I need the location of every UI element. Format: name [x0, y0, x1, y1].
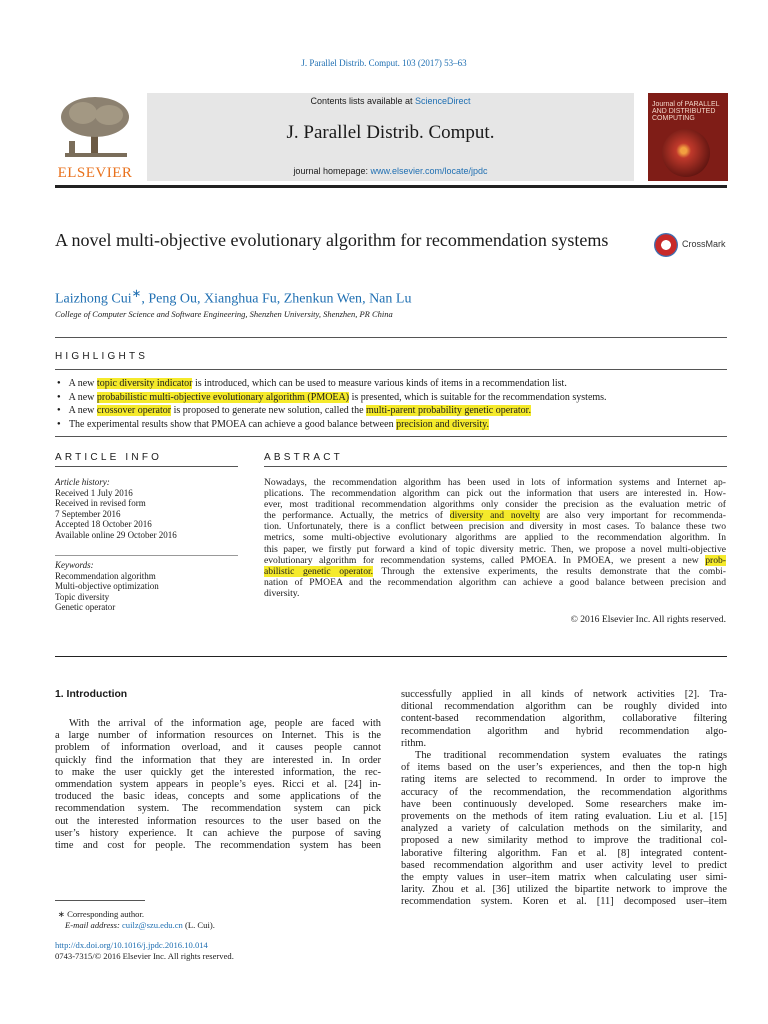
crossmark-icon [654, 233, 678, 257]
history-entry: Received 1 July 2016 [55, 487, 133, 498]
body-text-line: content-based recommendation algorithm, collaborative filtering [401, 713, 727, 725]
highlight-item [55, 377, 727, 391]
body-text-line: based recommendation algorithm and user activity level to predict [401, 859, 727, 871]
highlighted-phrase: precision and diversity. [396, 418, 490, 430]
keyword: Multi-objective optimization [55, 581, 159, 592]
cover-art-icon [662, 129, 710, 177]
body-text-line: accuracy of the recommendation, the recommendation algorithms [401, 786, 727, 798]
footnote-mark: ∗ [57, 909, 65, 919]
article-history [55, 477, 240, 541]
article-info-heading: ARTICLE INFO [55, 452, 163, 463]
abstract-copyright: © 2016 Elsevier Inc. All rights reserved. [570, 614, 726, 625]
cover-title: Journal of PARALLEL AND DISTRIBUTED COMPUTING [652, 101, 720, 122]
body-text-line: rithm. [401, 737, 427, 749]
publisher-name: ELSEVIER [57, 165, 133, 181]
keyword: Topic diversity [55, 591, 110, 602]
body-text-line: With the arrival of the information age, people are faced with [69, 718, 381, 729]
article-info-rule [55, 466, 238, 467]
body-text-line: ommendation system appears in people’s eyes. Ricci et al. [24] in- [55, 779, 381, 791]
body-text-line: to make the user quickly get the interested information, the rec- [55, 766, 381, 778]
journal-title: J. Parallel Distrib. Comput. [286, 122, 495, 143]
elsevier-logo[interactable] [55, 93, 135, 181]
highlight-text: A new [68, 405, 97, 416]
crossmark-label: CrossMark [682, 239, 726, 249]
history-entry: Available online 29 October 2016 [55, 529, 177, 540]
body-text-line: the empty values in user–item matrix when calculating user simi- [401, 872, 727, 884]
body-right-column [401, 689, 727, 909]
body-text-line: time and cost for people. The recommendation system has been [55, 840, 381, 852]
body-text-line: recommendation system. Koren et al. [11] decomposed user–item [401, 896, 727, 908]
history-entry: Accepted 18 October 2016 [55, 519, 152, 530]
highlight-item [55, 404, 727, 418]
body-text-line: problem of information overload, and it causes people cannot [55, 742, 381, 754]
body-text-line: laborative filtering algorithm. Fan et al. [8] integrated content- [401, 847, 727, 859]
abstract-line: diversity. [264, 587, 300, 599]
abstract-text-run: Through the extensive experiments, the results demonstrate that the combi- [373, 565, 727, 577]
keywords-label: Keywords: [55, 560, 94, 570]
body-text-line: larity. Zhou et al. [36] utilized the bipartite network to improve the [401, 884, 727, 896]
homepage-line [147, 166, 634, 176]
highlights-bottom-rule [55, 436, 727, 437]
email-label: E-mail address: [65, 920, 122, 930]
highlight-text: is introduced, which can be used to measure various kinds of items in a recommendation list. [192, 378, 567, 389]
keyword: Genetic operator [55, 602, 116, 613]
article-title: A novel multi-objective evolutionary algorithm for recommendation systems [55, 230, 609, 250]
body-text-line: out the interested information resources to the user based on the [55, 815, 381, 827]
affiliation: College of Computer Science and Software Engineering, Shenzhen University, Shenzhen, PR China [55, 309, 393, 319]
abstract-text-run: evolutionary algorithm for recommendation systems, called PMOEA. In PMOEA, we present a new [264, 554, 706, 566]
journal-banner [147, 93, 634, 181]
introduction-heading: 1. Introduction [55, 689, 128, 700]
body-text-line: quickly find the information that they are interested in. In order [55, 754, 381, 766]
body-text-line: troduced the basic ideas, concepts and some applications of the [55, 791, 381, 803]
homepage-prefix: journal homepage: [293, 166, 371, 176]
footnote-corresponding [55, 909, 215, 920]
body-text-line: successfully applied in all kinds of network activities [2]. Tra- [401, 689, 727, 700]
footnote [55, 909, 215, 931]
abstract-line [264, 566, 726, 577]
body-text-line: have been continuously developed. Some researchers make im- [401, 798, 727, 810]
body-text-line: ditional recommendation algorithm can be roughly divided into [401, 701, 727, 713]
journal-cover[interactable] [648, 93, 728, 181]
issn-line: 0743-7315/© 2016 Elsevier Inc. All rights reserved. [55, 951, 234, 961]
keywords [55, 560, 240, 613]
abstract-line: ever, most traditional recommendation algorithms only consider the precision as the evaluation metric of [264, 499, 726, 511]
history-entry: 7 September 2016 [55, 508, 121, 519]
highlighted-phrase: diversity and novelty [449, 510, 540, 522]
highlighted-phrase: topic diversity indicator [96, 378, 193, 389]
abstract-line: nation of PMOEA and the recommendation algorithm can achieve a good balance between precision and [264, 576, 726, 588]
contents-prefix: Contents lists available at [310, 96, 416, 106]
highlight-text: A new [68, 391, 97, 403]
highlight-item [55, 391, 727, 405]
homepage-link[interactable]: www.elsevier.com/locate/jpdc [370, 166, 488, 176]
body-text-line: provements on the methods of item rating evaluation. Liu et al. [15] [401, 811, 727, 823]
highlight-item [55, 418, 727, 432]
author-link[interactable]: Xianghua Fu [204, 291, 277, 307]
highlighted-phrase: multi-parent probability genetic operator. [366, 405, 531, 416]
abstract-line: metrics, some multi-objective evolutionary algorithms are applied to the recommendation algorithm. In [264, 532, 726, 544]
crossmark-badge[interactable] [654, 233, 734, 261]
abstract-text-run: the performance. Actually, the metrics of [264, 510, 450, 522]
abstract-text [264, 477, 726, 599]
body-text-line: recommendation algorithm and hybrid recommendation algo- [401, 725, 727, 737]
abstract-line: tion. Unfortunately, there is a conflict between precision and diversity in most cases. To balance these two [264, 521, 726, 533]
journal-header [55, 93, 727, 183]
abstract-line: this paper, we firstly put forward a kind of topic diversity metric. Then, we propose a novel multi-objective [264, 543, 726, 555]
body-text-line: of items based on the user’s experiences, and then the top-n high [401, 762, 727, 774]
author-link[interactable]: Nan Lu [369, 291, 412, 307]
highlights-list [55, 377, 727, 431]
email-suffix: (L. Cui). [182, 920, 215, 930]
email-link[interactable]: cuilz@szu.edu.cn [121, 920, 183, 930]
tree-icon [55, 93, 135, 165]
highlighted-phrase: probabilistic multi-objective evolutionary algorithm (PMOEA) [96, 391, 350, 403]
highlight-text: is proposed to generate new solution, called the [171, 405, 367, 416]
abstract-rule [264, 466, 727, 467]
footnote-email [55, 920, 215, 931]
body-text-line: rating items are selected to recommend. In order to improve the [401, 774, 727, 786]
author-link[interactable]: Zhenkun Wen [283, 291, 363, 307]
abstract-heading: ABSTRACT [264, 452, 343, 463]
sciencedirect-link[interactable]: ScienceDirect [415, 96, 471, 106]
corresponding-text: Corresponding author. [67, 909, 145, 919]
abstract-line: Nowadays, the recommendation algorithm has been used in lots of information systems and Internet ap- [264, 477, 726, 488]
highlight-text: A new [68, 378, 97, 389]
body-text-line: The traditional recommendation system evaluates the ratings [415, 750, 727, 762]
author-link[interactable]: Peng Ou [148, 291, 198, 307]
article-info-separator [55, 555, 238, 556]
body-text-line: analyzed a variety of calculation methods on the similarity, and [401, 823, 727, 835]
doi-link[interactable]: http://dx.doi.org/10.1016/j.jpdc.2016.10.014 [55, 940, 208, 950]
keyword: Recommendation algorithm [55, 570, 156, 581]
body-divider [55, 656, 727, 657]
journal-reference[interactable]: J. Parallel Distrib. Comput. 103 (2017) 53–63 [301, 58, 467, 68]
body-left-column [55, 718, 381, 852]
body-text-line: recommendation system. The recommendation system can pick [55, 803, 381, 815]
author-list: Laizhong Cui∗, Peng Ou, Xianghua Fu, Zhenkun Wen, Nan Lu [55, 287, 412, 307]
highlighted-phrase: crossover operator [96, 405, 172, 416]
highlight-text: is presented, which is suitable for the recommendation systems. [349, 391, 607, 403]
contents-line [147, 96, 634, 106]
highlights-rule [55, 369, 727, 370]
history-entry: Received in revised form [55, 498, 146, 509]
highlight-text: The experimental results show that PMOEA can achieve a good balance between [68, 418, 397, 430]
highlights-heading: HIGHLIGHTS [55, 351, 149, 362]
body-text-line: user’s history experience. It can achieve the purpose of saving [55, 827, 381, 839]
corresponding-mark[interactable]: ∗ [131, 287, 142, 300]
abstract-line: plications. The recommendation algorithm can pick out the information that users are interested in. How- [264, 488, 726, 500]
doi-block [55, 940, 234, 962]
body-text-line: a large number of information resources on Internet. This is the [55, 730, 381, 742]
highlights-top-rule [55, 337, 727, 338]
highlighted-phrase: prob- [705, 554, 726, 566]
highlighted-phrase: abilistic genetic operator. [264, 565, 374, 577]
body-text-line: proposed a new similarity method to improve the traditional col- [401, 835, 727, 847]
author-link[interactable]: Laizhong Cui [55, 291, 132, 307]
abstract-text-run: are also very important for recommenda- [539, 510, 726, 522]
header-divider [55, 185, 727, 188]
history-label: Article history: [55, 477, 110, 487]
footnote-rule [55, 900, 145, 901]
abstract-line [264, 510, 726, 521]
abstract-line [264, 555, 726, 566]
